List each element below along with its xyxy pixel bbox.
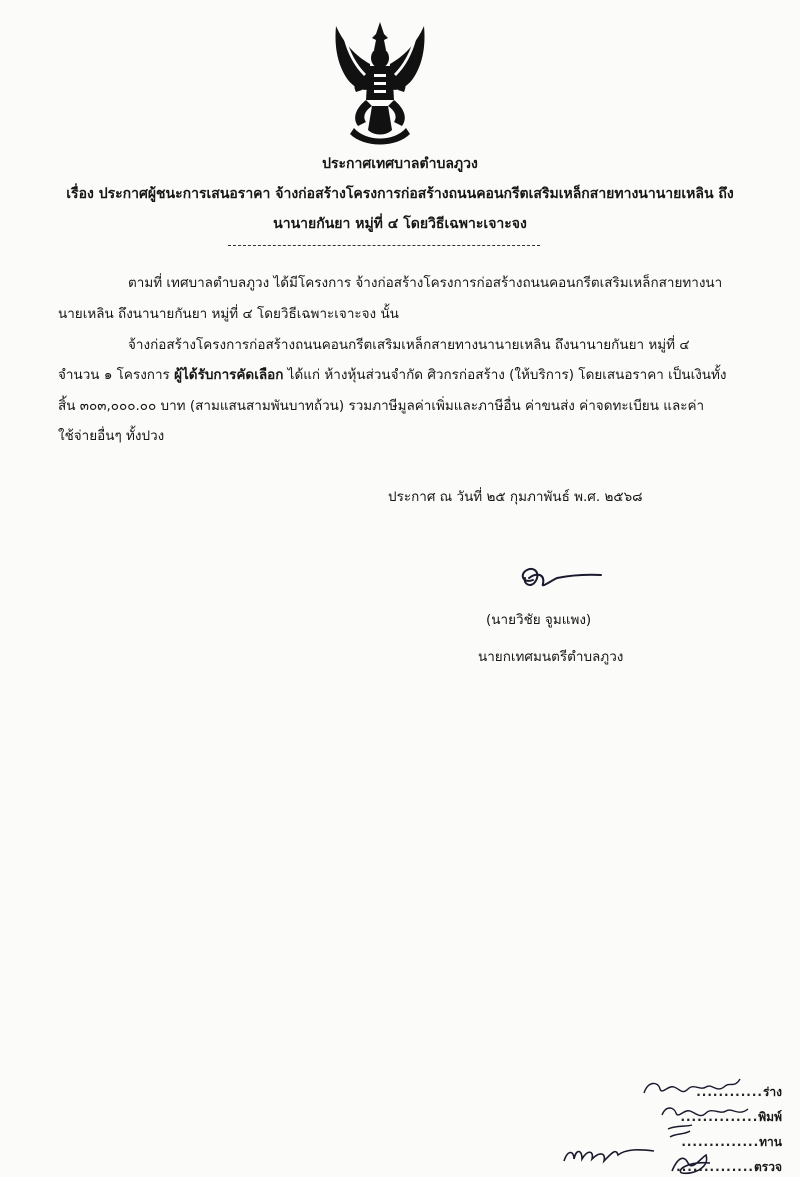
subject-line-1: เรื่อง ประกาศผู้ชนะการเสนอราคา จ้างก่อสร้างโครงการก่อสร้างถนนคอนกรีตเสริมเหล็กสายทางนานายเหลิน ถึง <box>66 186 734 202</box>
quantity-text: จำนวน ๑ โครงการ <box>58 367 175 383</box>
role-review: ..............ทาน <box>681 1135 782 1149</box>
selected-label: ผู้ได้รับการคัดเลือก <box>174 367 284 383</box>
paragraph-2-line-4: ใช้จ่ายอื่นๆ ทั้งปวง <box>58 428 165 444</box>
approval-initials-block <box>560 1075 800 1177</box>
role-check: ..............ตรวจ <box>676 1160 782 1174</box>
role-print-label: พิมพ์ <box>758 1110 782 1124</box>
organization-title: ประกาศเทศบาลตำบลภูวง <box>322 156 478 172</box>
announce-date: ประกาศ ณ วันที่ ๒๕ กุมภาพันธ์ พ.ศ. ๒๕๖๘ <box>388 489 643 505</box>
role-review-label: ทาน <box>759 1135 782 1149</box>
role-draft-label: ร่าง <box>762 1085 782 1099</box>
role-draft: ............ร่าง <box>696 1085 782 1099</box>
paragraph-2-line-3: สิ้น ๓๐๓,๐๐๐.๐๐ บาท (สามแสนสามพันบาทถ้วน) รวมภาษีมูลค่าเพิ่มและภาษีอื่น ค่าขนส่ง ค่าจดทะเบียน และค่า <box>58 398 705 414</box>
paragraph-2-line-1: จ้างก่อสร้างโครงการก่อสร้างถนนคอนกรีตเสริมเหล็กสายทางนานายเหลิน ถึงนานายกันยา หมู่ที่ ๔ <box>128 337 690 353</box>
subject-line-2: นานายกันยา หมู่ที่ ๔ โดยวิธีเฉพาะเจาะจง <box>273 216 527 232</box>
paragraph-1-line-2: นายเหลิน ถึงนานายกันยา หมู่ที่ ๔ โดยวิธีเฉพาะเจาะจง นั้น <box>58 306 399 322</box>
paragraph-2-line-2 <box>58 363 727 385</box>
signature-mark <box>515 562 605 592</box>
winner-text: ได้แก่ ห้างหุ้นส่วนจำกัด ศิวกรก่อสร้าง (ให้บริการ) โดยเสนอราคา เป็นเงินทั้ง <box>283 367 727 383</box>
header-divider <box>228 245 540 246</box>
role-print: ..............พิมพ์ <box>680 1110 782 1124</box>
garuda-emblem <box>326 18 434 148</box>
paragraph-1-line-1: ตามที่ เทศบาลตำบลภูวง ได้มีโครงการ จ้างก่อสร้างโครงการก่อสร้างถนนคอนกรีตเสริมเหล็กสายทางนา <box>128 275 723 291</box>
role-check-label: ตรวจ <box>753 1160 782 1174</box>
signer-title: นายกเทศมนตรีตำบลภูวง <box>478 649 624 665</box>
signer-name: (นายวิชัย จูมแพง) <box>486 612 592 628</box>
